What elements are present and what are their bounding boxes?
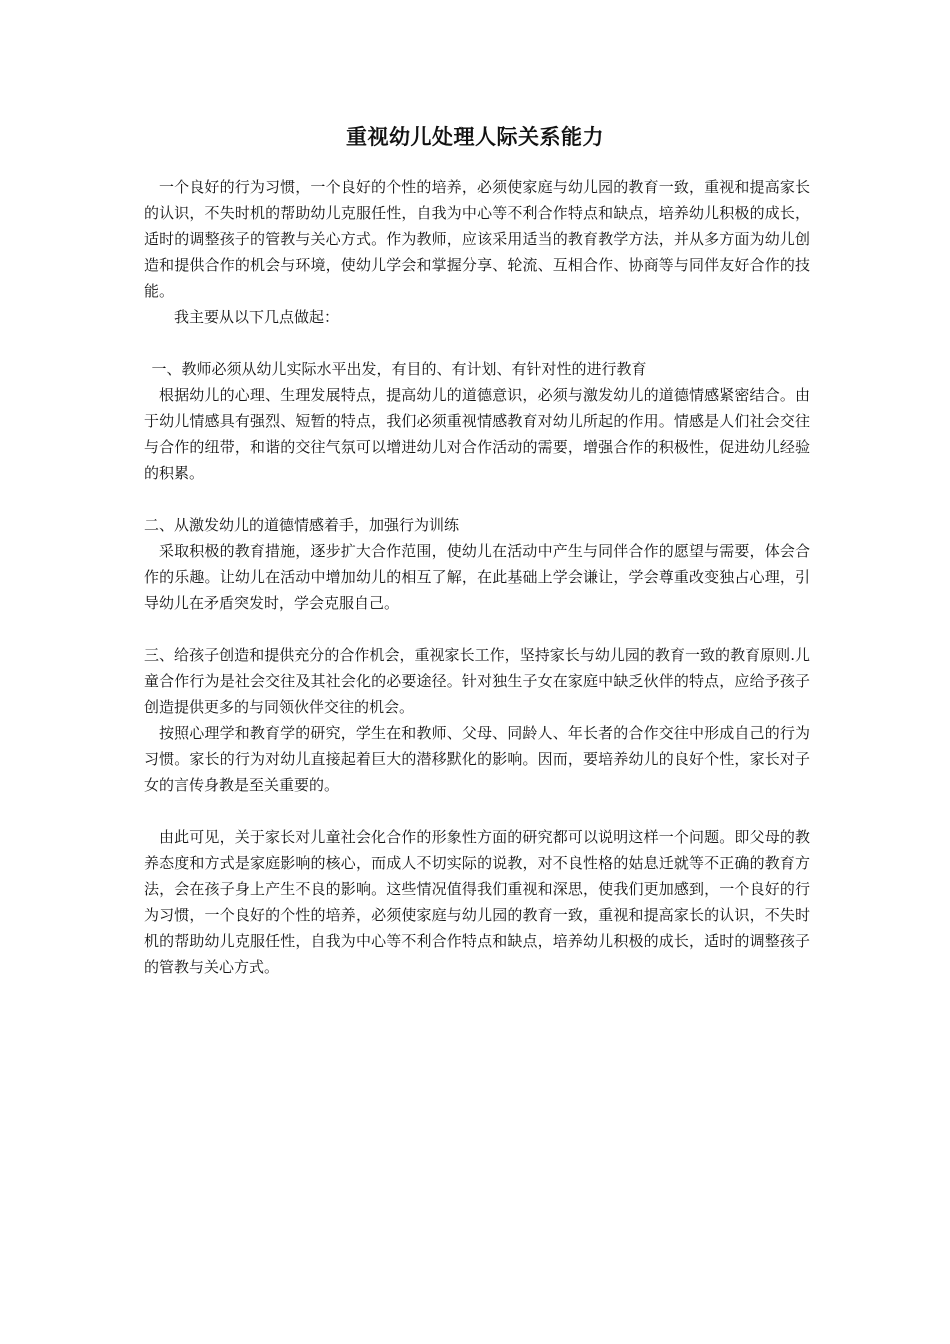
- section1-heading: 一、教师必须从幼儿实际水平出发，有目的、有计划、有针对性的进行教育: [151, 360, 647, 378]
- conclusion-paragraph: 由此可见，关于家长对儿童社会化合作的形象性方面的研究都可以说明这样一个问题。即父母的教养态度和方式是家庭影响的核心，而成人不切实际的说教，对不良性格的姑息迁就等不正确的教育方法，会在孩子身上产生不良的影响。这些情况值得我们重视和深思，使我们更加感到，一个良好的行为习惯，一个良好的个性的培养，必须使家庭与幼儿园的教育一致，重视和提高家长的认识，不失时机的帮助幼儿克服任性，自我为中心等不利合作特点和缺点，培养幼儿积极的成长，适时的调整孩子的管教与关心方式。: [144, 828, 810, 976]
- intro-paragraph: 一个良好的行为习惯，一个良好的个性的培养，必须使家庭与幼儿园的教育一致，重视和提高家长的认识，不失时机的帮助幼儿克服任性，自我为中心等不利合作特点和缺点，培养幼儿积极的成长，适时的调整孩子的管教与关心方式。作为教师，应该采用适当的教育教学方法，并从多方面为幼儿创造和提供合作的机会与环境，使幼儿学会和掌握分享、轮流、互相合作、协商等与同伴友好合作的技能。: [144, 178, 810, 300]
- paragraph-gap: [144, 616, 810, 642]
- section2-paragraph: 采取积极的教育措施，逐步扩大合作范围，使幼儿在活动中产生与同伴合作的愿望与需要，体会合作的乐趣。让幼儿在活动中增加幼儿的相互了解，在此基础上学会谦让，学会尊重改变独占心理，引导幼儿在矛盾突发时，学会克服自己。: [144, 542, 810, 612]
- document-body: [144, 174, 810, 980]
- paragraph-gap: [144, 798, 810, 824]
- section2-heading: 二、从激发幼儿的道德情感着手，加强行为训练: [144, 516, 460, 534]
- document-title: 重视幼儿处理人际关系能力: [346, 125, 604, 149]
- section1-paragraph: 根据幼儿的心理、生理发展特点，提高幼儿的道德意识，必须与激发幼儿的道德情感紧密结合。由于幼儿情感具有强烈、短暂的特点，我们必须重视情感教育对幼儿所起的作用。情感是人们社会交往与合作的纽带，和谐的交往气氛可以增进幼儿对合作活动的需要，增强合作的积极性，促进幼儿经验的积累。: [144, 386, 810, 482]
- paragraph-gap: [144, 486, 810, 512]
- paragraph-gap: [144, 330, 810, 356]
- section3-heading: 三、给孩子创造和提供充分的合作机会，重视家长工作，坚持家长与幼儿园的教育一致的教育原则.儿童合作行为是社会交往及其社会化的必要途径。针对独生子女在家庭中缺乏伙伴的特点，应给予孩子创造提供更多的与同领伙伴交往的机会。: [144, 646, 810, 716]
- section3-paragraph: 按照心理学和教育学的研究，学生在和教师、父母、同龄人、年长者的合作交往中形成自己的行为习惯。家长的行为对幼儿直接起着巨大的潜移默化的影响。因而，要培养幼儿的良好个性，家长对子女的言传身教是至关重要的。: [144, 724, 810, 794]
- lead-paragraph: 我主要从以下几点做起：: [174, 308, 340, 326]
